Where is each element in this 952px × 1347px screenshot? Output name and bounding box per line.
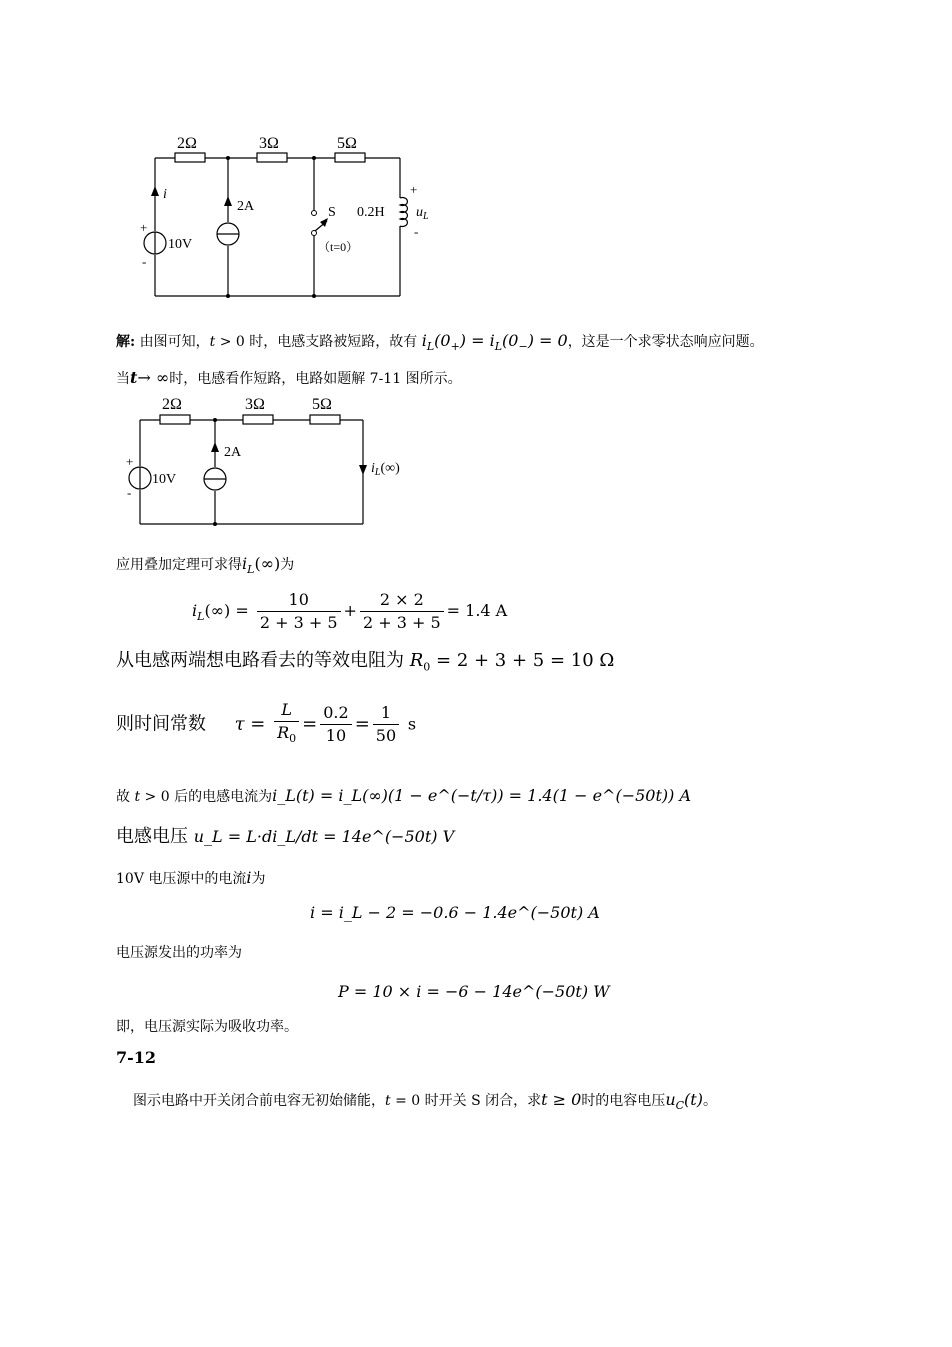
source-arrow-icon xyxy=(211,442,219,452)
resistor-3ohm xyxy=(257,153,287,162)
resistor-2ohm xyxy=(160,415,190,424)
label-minus: - xyxy=(142,254,147,269)
label-10v: 10V xyxy=(168,237,193,252)
problem-statement: 图示电路中开关闭合前电容无初始储能，t = 0 时开关 S 闭合，求t ≥ 0时的电容电压$u_C(t)$。 xyxy=(133,1090,717,1112)
label-ul-minus: - xyxy=(414,224,419,239)
problem-heading: 7-12 xyxy=(116,1048,157,1067)
superposition-line: 应用叠加定理可求得$i_L(\infty)$为 xyxy=(116,554,295,576)
label-ul: $u_L$ xyxy=(416,205,429,222)
text-a: 由图可知， xyxy=(139,334,210,350)
source-arrow-icon xyxy=(224,196,232,206)
power-equation: P = 10 × i = −6 − 14e^(−50t) W xyxy=(338,982,610,1001)
current-arrow-icon xyxy=(151,186,159,196)
conclusion-line: 即，电压源实际为吸收功率。 xyxy=(116,1019,298,1035)
svg-text:2A: 2A xyxy=(224,445,242,460)
label-r3: 5Ω xyxy=(337,135,357,152)
circuit-diagram-2 xyxy=(118,390,438,535)
svg-text:+: + xyxy=(126,454,134,469)
inductor-voltage-expr: u_L = L·di_L/dt = 14e^(−50t) V xyxy=(193,827,455,846)
inductor-current-expr: i_L(t) = i_L(∞)(1 − e^(−t/τ)) = 1.4(1 − e^(−50t)) A xyxy=(272,786,692,805)
resistor-3ohm xyxy=(243,415,273,424)
label-switch: S xyxy=(328,205,336,220)
il-arrow-icon xyxy=(359,465,367,475)
solution-line-1: 解: 由图可知，t > 0 时，电感支路被短路，故有 $i_L(0_+) = i_L(0_-) = 0$，这是一个求零状态响应问题。 xyxy=(116,331,764,354)
resistor-5ohm xyxy=(310,415,340,424)
source-current-line: 10V 电压源中的电流i为 xyxy=(116,868,266,887)
equation-il-inf: $i_L(\infty)$ = $\frac{10}{2 + 3 + 5}$ + $\frac{2 \times 2}{2 + 3 + 5}$ = 1.4 A xyxy=(192,590,508,632)
resistor-2ohm xyxy=(175,153,205,162)
svg-text:3Ω: 3Ω xyxy=(245,396,265,413)
power-intro-line: 电压源发出的功率为 xyxy=(116,945,242,961)
inductor-voltage-line: 电感电压 u_L = L·di_L/dt = 14e^(−50t) V xyxy=(116,826,455,847)
text-b: > 0 时，电感支路被短路，故有 xyxy=(215,334,418,350)
svg-text:10V: 10V xyxy=(152,472,177,487)
label-plus: + xyxy=(140,220,148,235)
solution-lead: 解: xyxy=(116,334,136,350)
label-r2: 3Ω xyxy=(259,135,279,152)
initial-condition: $i_L(0_+) = i_L(0_-) = 0$ xyxy=(421,331,568,354)
inductor-current-line: 故 t > 0 后的电感电流为i_L(t) = i_L(∞)(1 − e^(−t/τ)) = 1.4(1 − e^(−50t)) A xyxy=(116,786,692,805)
svg-text:-: - xyxy=(127,485,132,500)
label-switch-time: （t=0） xyxy=(318,240,359,254)
circuit-diagram-1 xyxy=(130,128,440,308)
label-inductance: 0.2H xyxy=(357,205,385,220)
equivalent-resistance-line: 从电感两端想电路看去的等效电阻为 $R_0 = 2 + 3 + 5 = 10$ Ω xyxy=(116,650,615,674)
solution-line-2: 当t→ ∞时，电感看作短路，电路如题解 7-11 图所示。 xyxy=(116,368,462,387)
svg-text:2Ω: 2Ω xyxy=(162,396,182,413)
source-current-equation: i = i_L − 2 = −0.6 − 1.4e^(−50t) A xyxy=(310,903,600,922)
label-2a: 2A xyxy=(237,199,255,214)
time-constant-line: 则时间常数 τ = $\frac{L}{R_0}$ = $\frac{0.2}{10}$ = $\frac{1}{50}$ s xyxy=(116,700,417,746)
label-il-inf: $i_L(\infty)$ xyxy=(371,461,400,478)
label-current-i: i xyxy=(163,187,167,202)
resistor-5ohm xyxy=(335,153,365,162)
label-ul-plus: + xyxy=(410,182,418,197)
label-r1: 2Ω xyxy=(177,135,197,152)
text-c: ，这是一个求零状态响应问题。 xyxy=(567,334,764,350)
svg-text:5Ω: 5Ω xyxy=(312,396,332,413)
inductor-icon xyxy=(400,198,407,227)
